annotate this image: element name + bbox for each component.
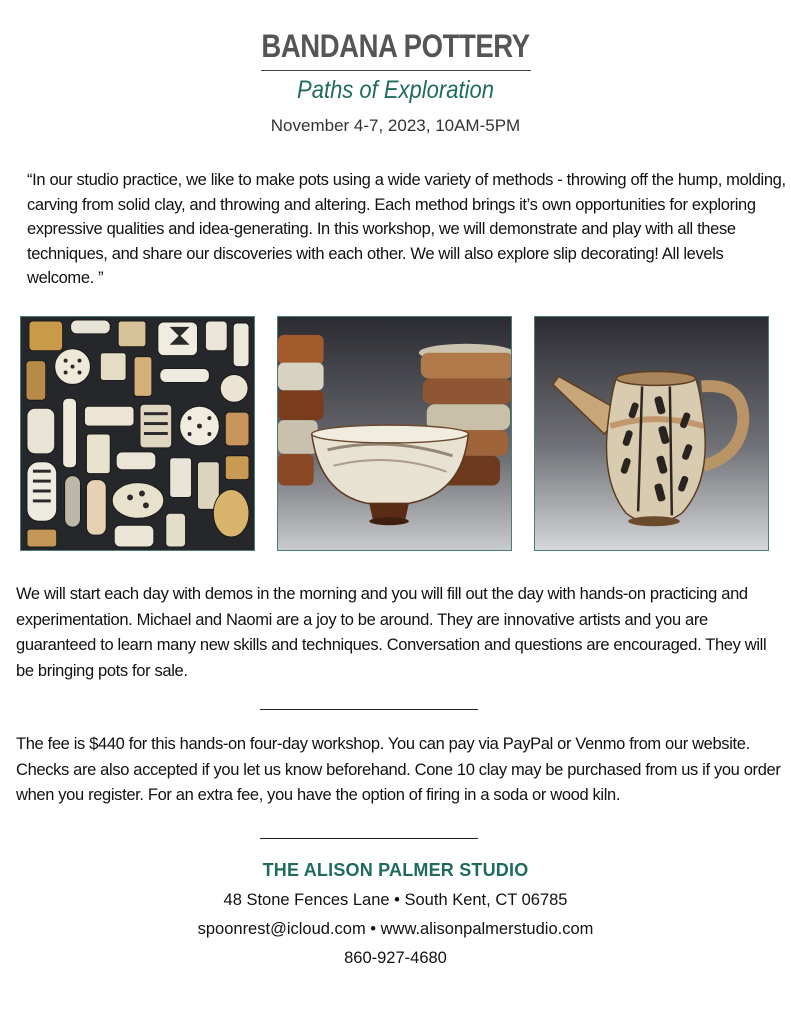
pottery-collection-photo [20, 316, 255, 551]
section-divider [260, 838, 478, 839]
intro-quote: “In our studio practice, we like to make pots using a wide variety of methods - throwing off the hump, molding, carving from solid clay, and throwing and altering. Each method brings it’s own opportunities for exploring expressive qualities and idea-generating. In this workshop, we will demonstrate and play with all these techniques, and share our discoveries with each other. We will also explore slip decorating! All levels welcome. ” [27, 171, 786, 288]
workshop-dates: November 4-7, 2023, 10AM-5PM [270, 116, 521, 135]
studio-phone: 860-927-4680 [344, 949, 447, 967]
section-divider [260, 709, 478, 710]
studio-email-website: spoonrest@icloud.com • www.alisonpalmerstudio.com [197, 920, 594, 938]
schedule-paragraph: We will start each day with demos in the morning and you will fill out the day with hands-on practicing and experimentation. Michael and Naomi are a joy to be around. They are innovative artists and you are guaranteed to learn many new skills and techniques. Conversation and questions are encouraged. They will be bringing pots for sale. [16, 585, 767, 680]
page-title: BANDANA POTTERY [261, 28, 530, 64]
title-underline [261, 70, 531, 71]
studio-address: 48 Stone Fences Lane • South Kent, CT 06785 [223, 891, 568, 909]
studio-name: THE ALISON PALMER STUDIO [262, 860, 529, 880]
stacked-bowls-photo [277, 316, 512, 551]
workshop-subtitle: Paths of Exploration [297, 76, 494, 104]
pitcher-photo [534, 316, 769, 551]
fee-paragraph: The fee is $440 for this hands-on four-day workshop. You can pay via PayPal or Venmo from our website. Checks are also accepted if you let us know beforehand. Cone 10 clay may be purchased from us if you order when you register. For an extra fee, you have the option of firing in a soda or wood kiln. [16, 735, 781, 804]
